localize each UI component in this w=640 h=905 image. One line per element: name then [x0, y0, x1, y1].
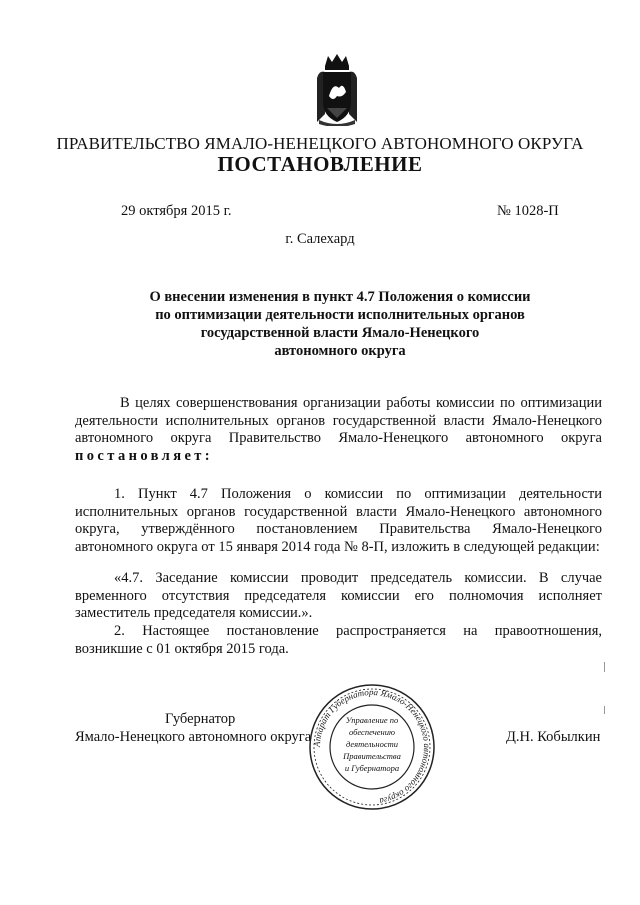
- document-date: 29 октября 2015 г.: [121, 203, 232, 219]
- title-line: О внесении изменения в пункт 4.7 Положения о комиссии: [149, 289, 531, 305]
- coat-of-arms-emblem: [315, 52, 359, 126]
- margin-mark: [604, 662, 605, 672]
- seal-inner-line: деятельности: [345, 739, 399, 749]
- resolves-word: постановляет:: [75, 447, 214, 464]
- signatory-name: Д.Н. Кобылкин: [506, 729, 601, 745]
- clause-2-paragraph: 2. Настоящее постановление распространяется на правоотношения, возникшие с 01 октября 2015 года.: [75, 623, 602, 657]
- signatory-title-line: Ямало-Ненецкого автономного округа: [75, 729, 312, 745]
- signatory-title-line: Губернатор: [165, 711, 236, 727]
- document-city: г. Салехард: [285, 231, 355, 247]
- official-seal-stamp: [302, 683, 442, 811]
- title-line: государственной власти Ямало-Ненецкого: [200, 325, 480, 341]
- document-type-heading: ПОСТАНОВЛЕНИЕ: [217, 152, 423, 176]
- signatory-title: [75, 710, 315, 746]
- preamble-text: В целях совершенствования организации работы комиссии по оптимизации деятельности исполнительных органов государственной власти Ямало-Ненецкого автономного округа Правительство Ямало-Ненецкого автономного округа: [75, 395, 602, 446]
- clause-4-7-quote-paragraph: «4.7. Заседание комиссии проводит председатель комиссии. В случае временного отсутствия председателя комиссии его полномочия исполняет заместитель председателя комиссии.».: [75, 570, 602, 621]
- seal-inner-line: Управление по: [345, 715, 399, 725]
- seal-inner-line: и Губернатора: [344, 763, 400, 773]
- title-line: автономного округа: [274, 343, 406, 359]
- organization-heading: ПРАВИТЕЛЬСТВО ЯМАЛО-НЕНЕЦКОГО АВТОНОМНОГО ОКРУГА: [56, 134, 584, 153]
- title-line: по оптимизации деятельности исполнительных органов: [155, 307, 525, 323]
- clause-1-paragraph: 1. Пункт 4.7 Положения о комиссии по оптимизации деятельности исполнительных органов государственной власти Ямало-Ненецкого автономного округа, утверждённого постановлением Правительства Ямало-Ненецкого автономного округа от 15 января 2014 года № 8-П, изложить в следующей редакции:: [75, 486, 602, 555]
- seal-inner-line: обеспечению: [348, 727, 396, 737]
- seal-inner-line: Правительства: [343, 751, 401, 761]
- seal-ring-text: Аппарат Губернатора Ямало-Ненецкого автономного округа: [311, 686, 433, 807]
- margin-mark: [604, 706, 605, 714]
- document-title: [120, 288, 560, 360]
- preamble-paragraph: [75, 395, 602, 465]
- document-number: № 1028-П: [497, 203, 559, 219]
